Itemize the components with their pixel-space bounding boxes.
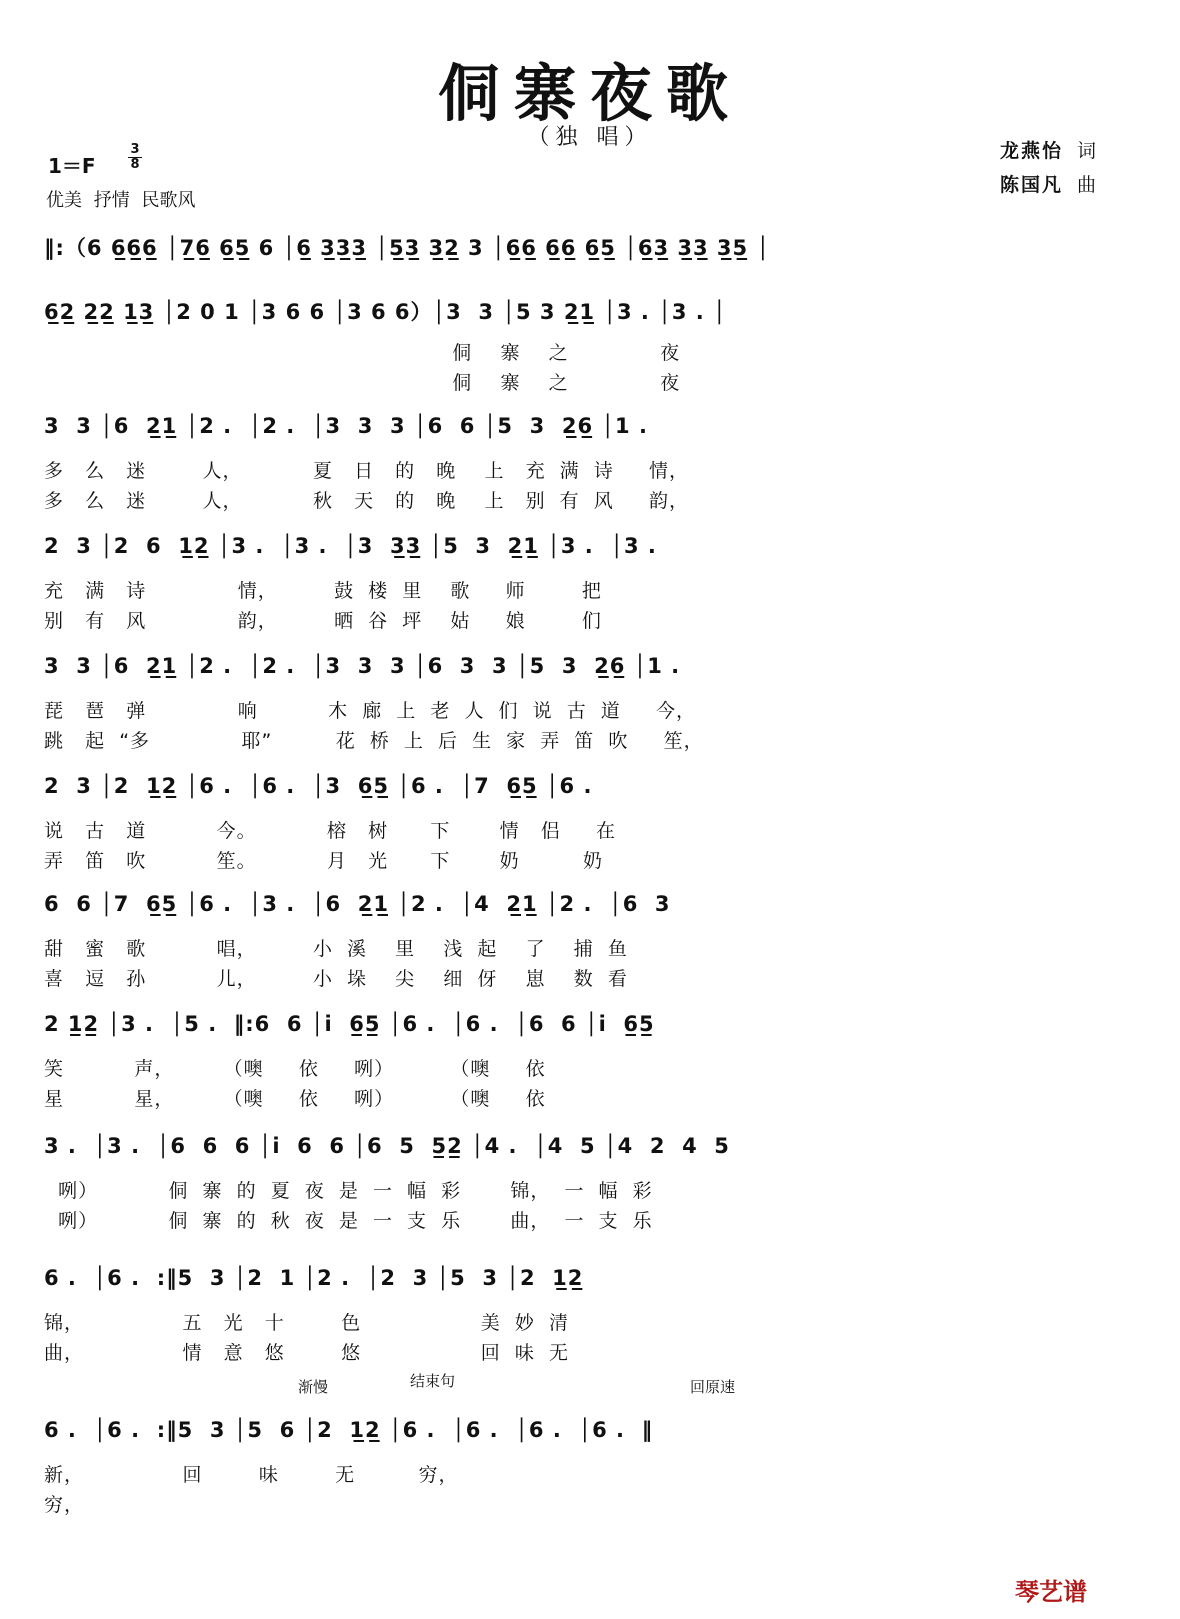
lyric-verse-2: 星 星， （噢 依 咧） （噢 依: [44, 1088, 546, 1110]
lyric-verse-1: 充 满 诗 情， 鼓 楼 里 歌 师 把: [44, 580, 602, 602]
key-signature: 1＝F: [48, 154, 96, 178]
score-system-11: [44, 1418, 1104, 1528]
notes-line: 3 3 │6 2̲1̲ │2 . │2 . │3 3 3 │6 3 3 │5 3 2̲6̲ │1 .: [44, 654, 681, 678]
score-system-3: [44, 414, 1104, 514]
lyric-verse-2: 喜 逗 孙 儿， 小 垛 尖 细 伢 崽 数 看: [44, 968, 628, 990]
score-system-4: [44, 534, 1104, 634]
lyric-verse-1: 咧） 侗 寨 的 夏 夜 是 一 幅 彩 锦， 一 幅 彩: [44, 1180, 653, 1202]
composer-role: 曲: [1077, 174, 1099, 196]
lyric-verse-2: 跳 起 “多 耶” 花 桥 上 后 生 家 弄 笛 吹 笙，: [44, 730, 704, 752]
score-system-1: [44, 232, 1104, 272]
lyricist-role: 词: [1077, 140, 1099, 162]
notes-line: 2 3 │2 6 1̲2̲ │3 . │3 . │3 3̲3̲ │5 3 2̲1̲ │3 . │3 .: [44, 534, 657, 558]
notes-line: 2 1̲2̲ │3 . │5 . ‖:6 6 │i 6̲5̲ │6 . │6 . │6 6 │i 6̲5̲: [44, 1012, 655, 1036]
lyric-verse-2: 侗 寨 之 夜: [44, 372, 681, 394]
composer-credit: [1000, 170, 1098, 197]
score-system-10: [44, 1266, 1104, 1366]
watermark-logo: 琴艺谱: [1015, 1578, 1087, 1606]
lyric-verse-1: 说 古 道 今。 榕 树 下 情 侣 在: [44, 820, 616, 842]
song-title: 侗寨夜歌: [437, 57, 742, 130]
notes-line: 6 . │6 . :‖5 3 │2 1 │2 . │2 3 │5 3 │2 1̲2̲: [44, 1266, 584, 1290]
score-system-6: [44, 774, 1104, 874]
lyric-verse-1: 侗 寨 之 夜: [44, 342, 681, 364]
time-numerator: 3: [130, 142, 140, 157]
notes-line: 3 . │3 . │6 6 6 │i 6 6 │6 5 5̲2̲ │4 . │4 5 │4 2 4 5: [44, 1134, 730, 1158]
lyric-verse-2: 别 有 风 韵， 晒 谷 坪 姑 娘 们: [44, 610, 602, 632]
time-denominator: 8: [130, 157, 140, 172]
score-system-7: [44, 892, 1104, 992]
notes-line: 3 3 │6 2̲1̲ │2 . │2 . │3 3 3 │6 6 │5 3 2̲6̲ │1 .: [44, 414, 648, 438]
lyric-verse-1: 琵 琶 弹 响 木 廊 上 老 人 们 说 古 道 今，: [44, 700, 696, 722]
lyric-verse-2: 咧） 侗 寨 的 秋 夜 是 一 支 乐 曲， 一 支 乐: [44, 1210, 653, 1232]
lyricist-credit: [1000, 136, 1098, 163]
ritardando-mark: 渐慢: [298, 1378, 329, 1396]
lyric-verse-1: 新， 回 味 无 穷，: [44, 1464, 459, 1486]
notes-line: 6 6 │7 6̲5̲ │6 . │3 . │6 2̲1̲ │2 . │4 2̲1̲ │2 . │6 3: [44, 892, 671, 916]
a-tempo-mark: 回原速: [690, 1378, 736, 1396]
notes-line: ‖:（6 6̲6̲6̲ │7̲6̲ 6̲5̲ 6 │6̲ 3̲3̲3̲ │5̲3̲ 3̲2̲ 3 │6̲6̲ 6̲6̲ 6̲5̲ │6̲3̲ 3̲3̲ 3̲5̲ │: [44, 236, 771, 260]
lyric-verse-1: 甜 蜜 歌 唱， 小 溪 里 浅 起 了 捕 鱼: [44, 938, 628, 960]
lyric-verse-1: 多 么 迷 人， 夏 日 的 晚 上 充 满 诗 情，: [44, 460, 689, 482]
score-system-9: [44, 1134, 1104, 1234]
lyric-verse-1: 锦， 五 光 十 色 美 妙 清: [44, 1312, 569, 1334]
score-system-2: [44, 296, 1104, 396]
score-system-5: [44, 654, 1104, 754]
notes-line: 6 . │6 . :‖5 3 │5 6 │2 1̲2̲ │6 . │6 . │6 . │6 . ‖: [44, 1418, 654, 1442]
lyric-verse-2: 弄 笛 吹 笙。 月 光 下 奶 奶: [44, 850, 604, 872]
composer-name: 陈国凡: [1000, 174, 1064, 196]
notes-line: 2 3 │2 1̲2̲ │6 . │6 . │3 6̲5̲ │6 . │7 6̲5̲ │6 .: [44, 774, 593, 798]
score-system-8: [44, 1012, 1104, 1112]
style-marking: 优美 抒情 民歌风: [46, 190, 196, 211]
lyric-verse-2: 多 么 迷 人， 秋 天 的 晚 上 别 有 风 韵，: [44, 490, 689, 512]
notes-line: 6̲2̲ 2̲2̲ 1̲3̲ │2 0 1 │3 6 6 │3 6 6）│3 3 │5 3 2̲1̲ │3 . │3 . │: [44, 300, 727, 324]
song-subtitle: （独 唱）: [527, 125, 653, 150]
time-signature: [128, 143, 142, 172]
ending-mark: 结束句: [410, 1372, 456, 1390]
lyric-verse-2: 穷，: [44, 1494, 85, 1516]
lyric-verse-1: 笑 声， （噢 依 咧） （噢 依: [44, 1058, 546, 1080]
lyricist-name: 龙燕怡: [1000, 140, 1064, 162]
lyric-verse-2: 曲， 情 意 悠 悠 回 味 无: [44, 1342, 569, 1364]
